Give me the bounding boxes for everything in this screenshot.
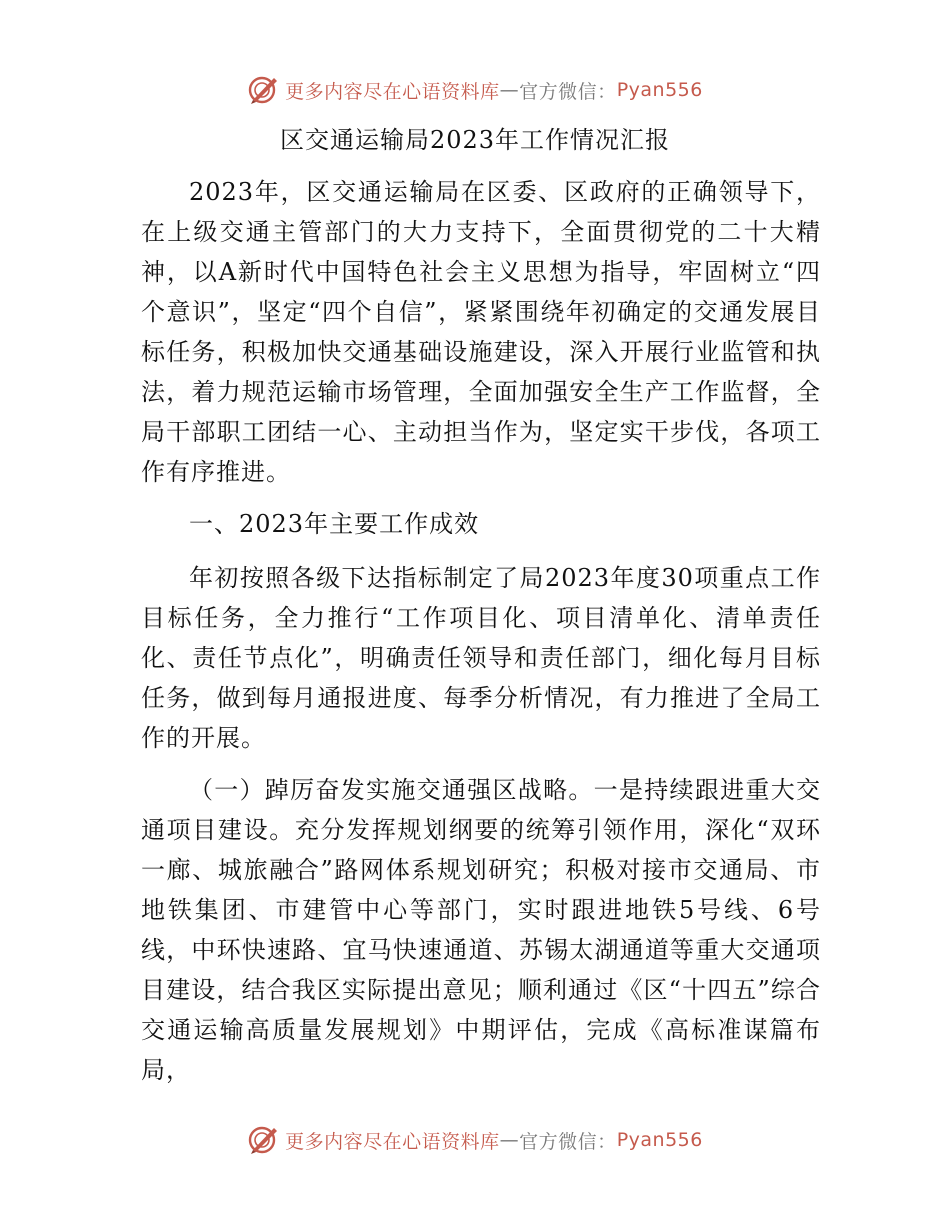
watermark-separator: — — [499, 1129, 520, 1151]
watermark-wechat-id: Pyan556 — [616, 79, 703, 101]
paragraph-strategy: （一）踔厉奋发实施交通强区战略。一是持续跟进重大交通项目建设。充分发挥规划纲要的统筹引领作用，深化“双环一廊、城旅融合”路网体系规划研究；积极对接市交通局、市地铁集团、市建管中心等部门，实时跟进地铁5号线、6号线，中环快速路、宜马快速通道、苏锡太湖通道等重大交通项目建设，结合我区实际提出意见；顺利通过《区“十四五”综合交通运输高质量发展规划》中期评估，完成《高标准谋篇布局， — [141, 776, 821, 1084]
pen-seal-logo-icon — [247, 73, 281, 107]
watermark-separator: — — [499, 79, 520, 101]
watermark-wechat-id: Pyan556 — [616, 1129, 703, 1151]
section-heading: 一、2023年主要工作成效 — [189, 510, 480, 538]
document-body — [141, 172, 821, 1102]
watermark-main-text: 更多内容尽在心语资料库 — [285, 80, 500, 103]
watermark-suffix: 官方微信： — [519, 1130, 617, 1153]
pen-seal-logo-icon — [247, 1123, 281, 1157]
paragraph-targets: 年初按照各级下达指标制定了局2023年度30项重点工作目标任务，全力推行“工作项目化、项目清单化、清单责任化、责任节点化”，明确责任领导和责任部门，细化每月目标任务，做到每月通报进度、每季分析情况，有力推进了全局工作的开展。 — [141, 564, 821, 752]
document-title: 区交通运输局2023年工作情况汇报 — [279, 126, 671, 154]
watermark-header — [0, 72, 950, 108]
paragraph-intro: 2023年，区交通运输局在区委、区政府的正确领导下，在上级交通主管部门的大力支持下，全面贯彻党的二十大精神，以A新时代中国特色社会主义思想为指导，牢固树立“四个意识”，坚定“四个自信”，紧紧围绕年初确定的交通发展目标任务，积极加快交通基础设施建设，深入开展行业监管和执法，着力规范运输市场管理，全面加强安全生产工作监督，全局干部职工团结一心、主动担当作为，坚定实干步伐，各项工作有序推进。 — [141, 178, 821, 486]
watermark-main-text: 更多内容尽在心语资料库 — [285, 1130, 500, 1153]
watermark-footer — [0, 1122, 950, 1158]
watermark-suffix: 官方微信： — [519, 80, 617, 103]
